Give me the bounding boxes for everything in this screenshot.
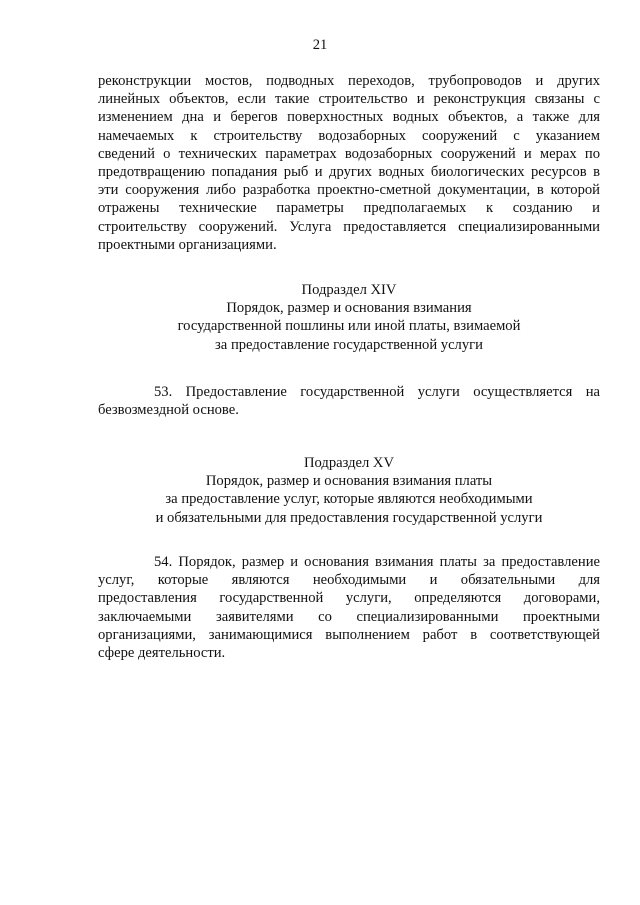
text-line: 54. Порядок, размер и основания взимания платы за предоставление (154, 554, 600, 570)
subsection-line: Порядок, размер и основания взимания платы (205, 473, 493, 490)
text-line: заключаемыми заявителями со специализированными проектными (98, 608, 600, 625)
subsection-line: за предоставление государственной услуги (215, 336, 483, 353)
subsection-14-heading (98, 281, 600, 354)
text-line: сведений о технических параметрах водозаборных сооружений и мерах по (98, 145, 600, 162)
text-line: изменением дна и берегов поверхностных водных объектов, а также для (98, 109, 600, 126)
text-line: проектными организациями. (98, 236, 277, 253)
page-number: 21 (312, 37, 328, 53)
text-line: намечаемых к строительству водозаборных сооружений с указанием (98, 127, 600, 144)
subsection-15-heading (98, 454, 600, 527)
text-line: предотвращению попадания рыб и других водных биологических ресурсов в (98, 164, 600, 181)
text-line: эти сооружения либо разработка проектно-сметной документации, в которой (98, 182, 600, 199)
text-line: организациями, занимающимися выполнением работ в соответствующей (98, 626, 600, 643)
paragraph-54 (98, 553, 600, 662)
text-line: строительству сооружений. Услуга предоставляется специализированными (98, 218, 600, 235)
subsection-line: Порядок, размер и основания взимания (226, 300, 472, 317)
subsection-line: за предоставление услуг, которые являются необходимыми (165, 491, 533, 508)
text-line: 53. Предоставление государственной услуги осуществляется на (154, 384, 600, 400)
text-line: безвозмездной основе. (98, 402, 239, 419)
text-line: услуг, которые являются необходимыми и обязательными для (98, 572, 600, 589)
subsection-line: государственной пошлины или иной платы, взимаемой (177, 318, 521, 335)
text-line: предоставления государственной услуги, определяются договорами, (98, 590, 600, 607)
subsection-line: и обязательными для предоставления государственной услуги (155, 509, 543, 526)
text-line: сфере деятельности. (98, 645, 226, 662)
paragraph-53 (98, 383, 600, 419)
intro-paragraph (98, 72, 600, 254)
text-line: линейных объектов, если такие строительство и реконструкция связаны с (98, 91, 600, 108)
subsection-title: Подраздел XV (303, 455, 395, 471)
subsection-title: Подраздел XIV (301, 282, 397, 298)
text-line: отражены технические параметры предполагаемых к созданию и (98, 200, 600, 217)
text-line: реконструкции мостов, подводных переходов, трубопроводов и других (98, 73, 600, 89)
